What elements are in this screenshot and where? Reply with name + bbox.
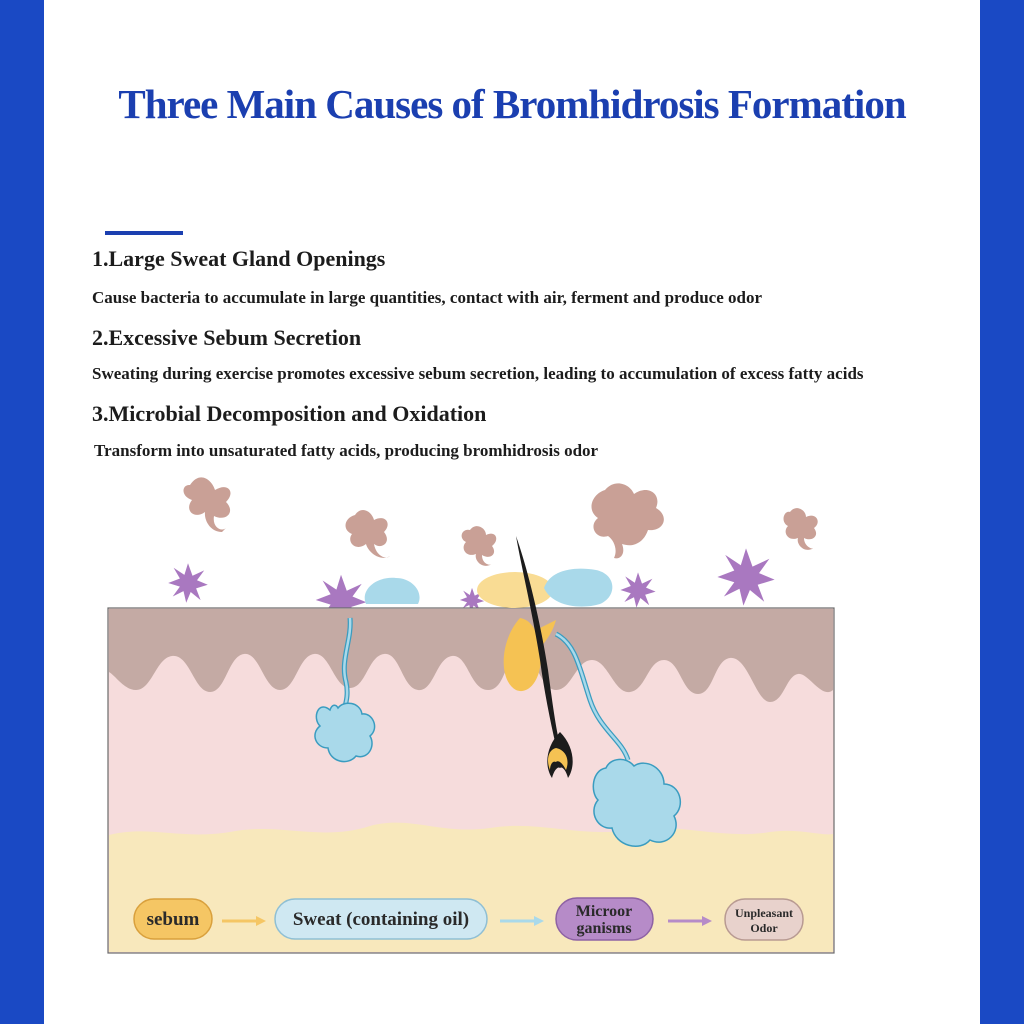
odor-particles — [184, 477, 818, 565]
microbe — [717, 548, 774, 605]
flow-step-odor-label-1: Unpleasant — [734, 906, 794, 920]
sebum-blob — [477, 572, 553, 608]
odor-particle — [784, 508, 818, 550]
flow-step-sweat-label: Sweat (containing oil) — [292, 909, 470, 930]
flow-step-sebum-label: sebum — [146, 909, 200, 930]
page-title: Three Main Causes of Bromhidrosis Formation — [118, 81, 906, 127]
cause-2-description: Sweating during exercise promotes excessive sebum secretion, leading to accumulation of excess fatty acids — [92, 364, 864, 383]
flow-step-microorganisms-label-1: Microor — [575, 903, 633, 920]
flow-step-odor-label-2: Odor — [750, 921, 778, 935]
cause-3-heading: 3.Microbial Decomposition and Oxidation — [92, 401, 487, 426]
flow-step-microorganisms-label-2: ganisms — [576, 920, 632, 937]
microbe — [168, 563, 208, 603]
odor-particle — [184, 477, 231, 532]
microbe — [620, 572, 655, 607]
odor-particle — [462, 526, 497, 566]
cause-2-heading: 2.Excessive Sebum Secretion — [92, 325, 362, 350]
sweat-droplet — [365, 578, 420, 604]
cause-1-description: Cause bacteria to accumulate in large quantities, contact with air, ferment and produce odor — [92, 288, 763, 307]
sweat-droplet — [544, 569, 612, 607]
odor-particle — [592, 483, 664, 558]
cause-1-heading: 1.Large Sweat Gland Openings — [92, 246, 386, 271]
cause-3-description: Transform into unsaturated fatty acids, producing bromhidrosis odor — [94, 441, 599, 460]
odor-particle — [346, 510, 390, 558]
